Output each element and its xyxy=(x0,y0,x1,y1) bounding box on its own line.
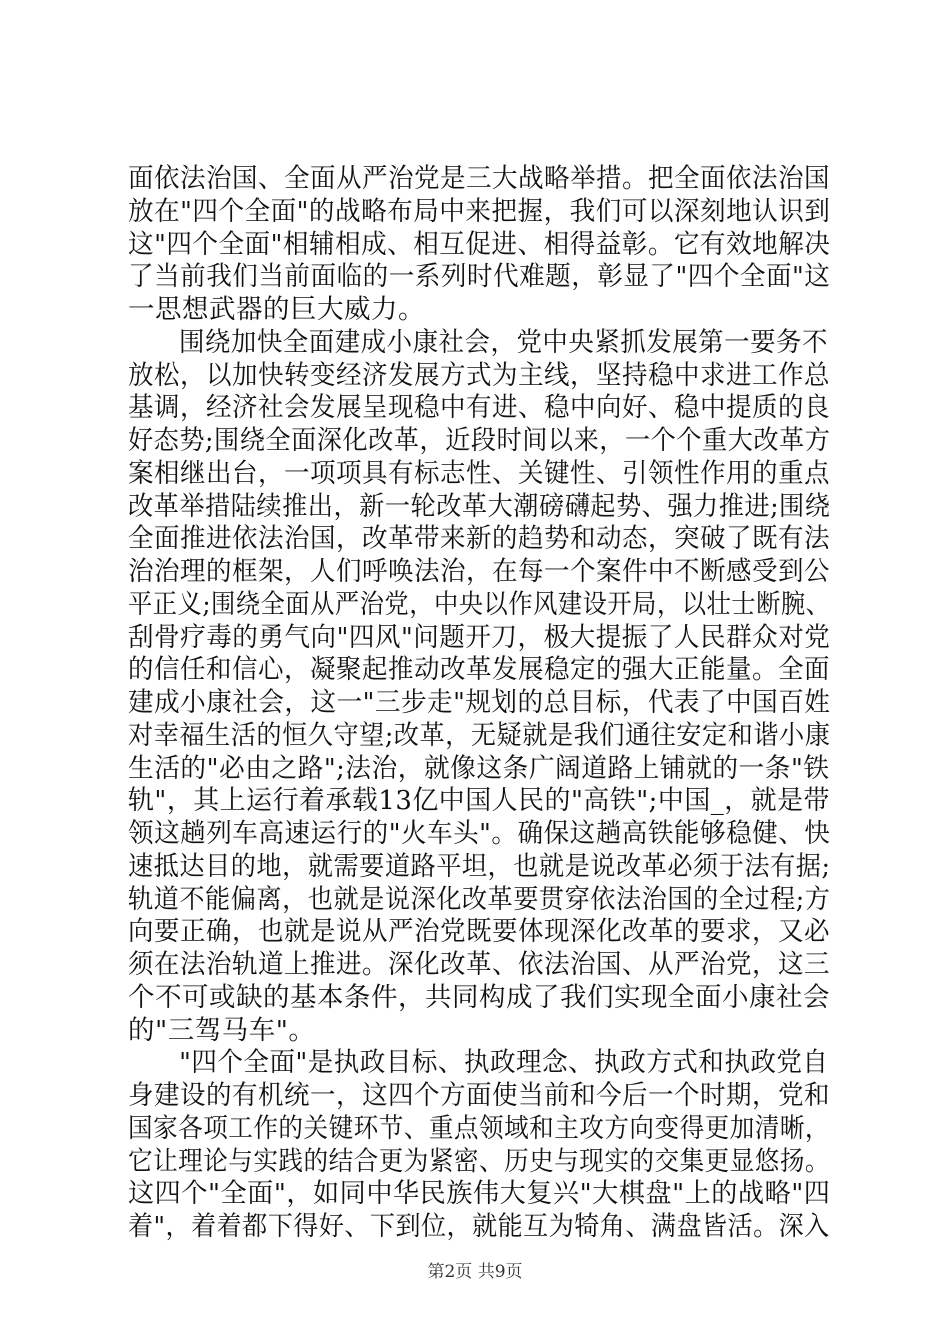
text-line: 对幸福生活的恒久守望;改革，无疑就是我们通往安定和谐小康 xyxy=(128,719,831,751)
text-line: 建成小康社会，这一"三步走"规划的总目标，代表了中国百姓 xyxy=(128,687,831,718)
text-line: 放松，以加快转变经济发展方式为主线，坚持稳中求进工作总 xyxy=(128,359,830,391)
text-line: 领这趟列车高速运行的"火车头"。确保这趟高铁能够稳健、快 xyxy=(128,818,831,849)
text-line: 生活的"必由之路";法治，就像这条广阔道路上铺就的一条"铁 xyxy=(128,752,830,784)
text-line: 向要正确，也就是说从严治党既要体现深化改革的要求，又必 xyxy=(128,916,830,948)
text-line: 着"，着着都下得好、下到位，就能互为犄角、满盘皆活。深入 xyxy=(128,1211,830,1242)
text-line: 轨道不能偏离，也就是说深化改革要贯穿依法治国的全过程;方 xyxy=(128,883,831,915)
text-line: 这"四个全面"相辅相成、相互促进、相得益彰。它有效地解决 xyxy=(128,228,831,260)
text-line: 平正义;围绕全面从严治党，中央以作风建设开局，以壮士断腕、 xyxy=(128,588,831,620)
text-line: 全面推进依法治国，改革带来新的趋势和动态，突破了既有法 xyxy=(128,523,830,555)
text-line: 个不可或缺的基本条件，共同构成了我们实现全面小康社会 xyxy=(128,981,830,1013)
text-line: 放在"四个全面"的战略布局中来把握，我们可以深刻地认识到 xyxy=(128,195,831,227)
text-line: 刮骨疗毒的勇气向"四风"问题开刀，极大提振了人民群众对党 xyxy=(128,621,831,653)
text-line: 速抵达目的地，就需要道路平坦，也就是说改革必须于法有据; xyxy=(128,850,831,882)
text-line: 面依法治国、全面从严治党是三大战略举措。把全面依法治国 xyxy=(128,163,830,194)
text-line: 这四个"全面"，如同中华民族伟大复兴"大棋盘"上的战略"四 xyxy=(128,1178,831,1210)
text-line: 了当前我们当前面临的一系列时代难题，彰显了"四个全面"这 xyxy=(128,261,831,293)
page-footer: 第2页 共9页 xyxy=(427,1262,523,1282)
text-line: "四个全面"是执政目标、执政理念、执政方式和执政党自 xyxy=(179,1047,829,1079)
text-line: 的"三驾马车"。 xyxy=(128,1014,316,1046)
text-line: 身建设的有机统一，这四个方面使当前和今后一个时期，党和 xyxy=(128,1080,830,1111)
text-line: 改革举措陆续推出，新一轮改革大潮磅礴起势、强力推进;围绕 xyxy=(128,490,831,522)
text-line: 的信任和信心，凝聚起推动改革发展稳定的强大正能量。全面 xyxy=(128,654,830,686)
text-line: 国家各项工作的关键环节、重点领域和主攻方向变得更加清晰， xyxy=(128,1112,830,1144)
text-line: 须在法治轨道上推进。深化改革、依法治国、从严治党，这三 xyxy=(128,949,830,980)
text-line: 基调，经济社会发展呈现稳中有进、稳中向好、稳中提质的良 xyxy=(128,392,830,424)
text-line: 治治理的框架，人们呼唤法治，在每一个案件中不断感受到公 xyxy=(128,556,830,587)
body-text xyxy=(128,163,830,1244)
text-line: 案相继出台，一项项具有标志性、关键性、引领性作用的重点 xyxy=(128,457,830,489)
text-line: 轨"，其上运行着承载13亿中国人民的"高铁";中国_，就是带 xyxy=(128,785,830,817)
text-line: 它让理论与实践的结合更为紧密、历史与现实的交集更显悠扬。 xyxy=(128,1145,830,1177)
text-line: 一思想武器的巨大威力。 xyxy=(128,294,425,325)
text-line: 好态势;围绕全面深化改革，近段时间以来，一个个重大改革方 xyxy=(128,425,831,456)
text-line: 围绕加快全面建成小康社会，党中央紧抓发展第一要务不 xyxy=(178,326,828,358)
